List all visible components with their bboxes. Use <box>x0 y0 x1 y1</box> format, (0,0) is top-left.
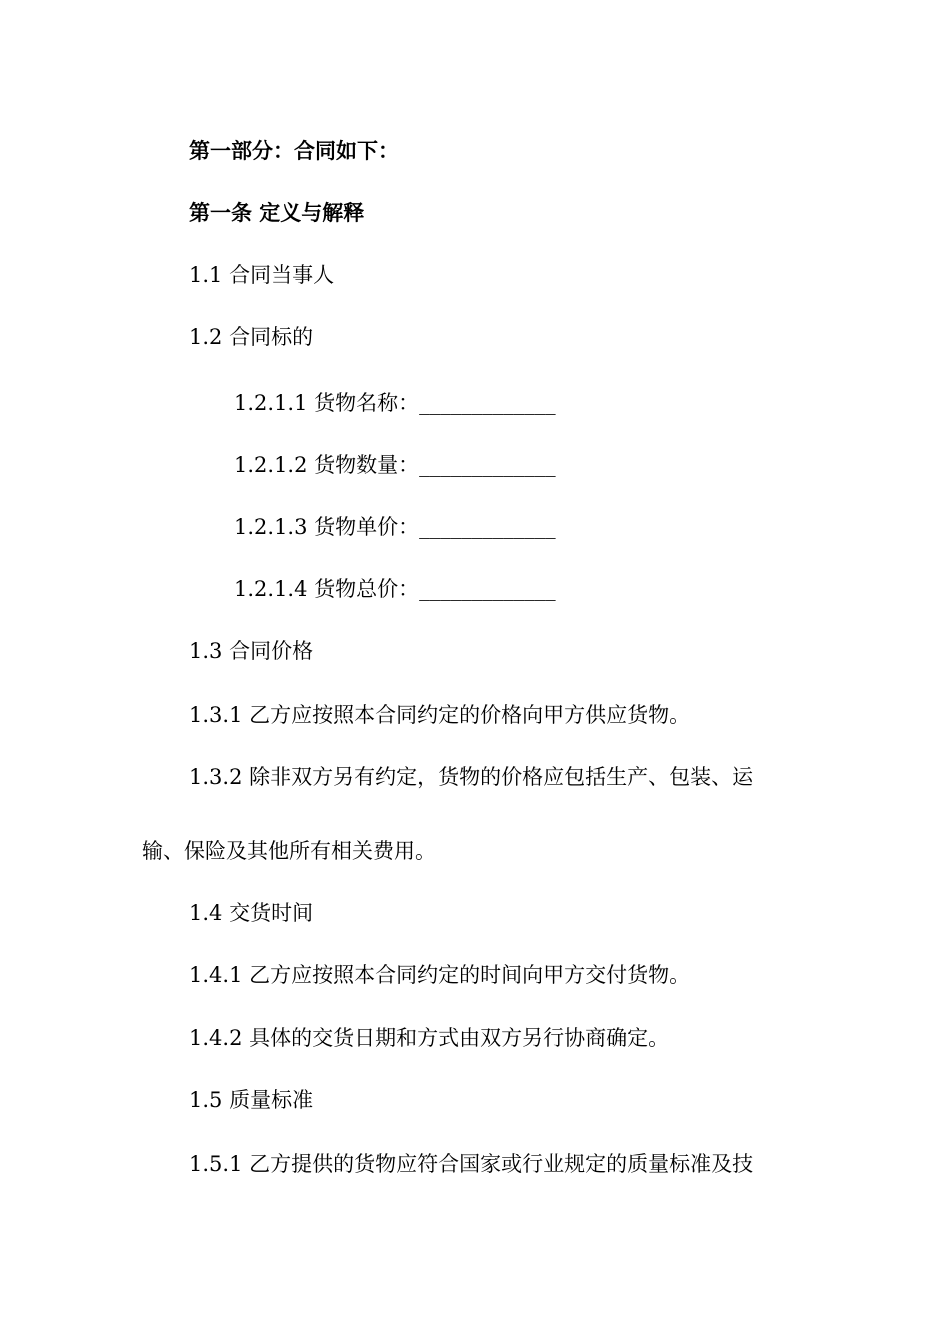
clause-1-2-1-1: 1.2.1.1 货物名称：_____________ <box>234 391 556 415</box>
clause-1-4-1: 1.4.1 乙方应按照本合同约定的时间向甲方交付货物。 <box>189 963 691 987</box>
clause-1-3-2: 1.3.2 除非双方另有约定，货物的价格应包括生产、包装、运 <box>189 765 754 789</box>
clause-1-2-1-2: 1.2.1.2 货物数量：_____________ <box>234 453 556 477</box>
clause-1-3-1: 1.3.1 乙方应按照本合同约定的价格向甲方供应货物。 <box>189 703 691 727</box>
clause-1-3-2-continued: 输、保险及其他所有相关费用。 <box>142 839 436 863</box>
clause-1-2-1-3: 1.2.1.3 货物单价：_____________ <box>234 515 556 539</box>
article-heading: 第一条 定义与解释 <box>189 200 365 225</box>
clause-1-3: 1.3 合同价格 <box>189 639 314 663</box>
clause-1-4: 1.4 交货时间 <box>189 901 314 925</box>
clause-1-5: 1.5 质量标准 <box>189 1088 314 1112</box>
clause-1-5-1: 1.5.1 乙方提供的货物应符合国家或行业规定的质量标准及技 <box>189 1152 754 1176</box>
part-heading: 第一部分：合同如下： <box>189 138 399 163</box>
clause-1-2-1-4: 1.2.1.4 货物总价：_____________ <box>234 577 556 601</box>
clause-1-2: 1.2 合同标的 <box>189 325 314 349</box>
clause-1-4-2: 1.4.2 具体的交货日期和方式由双方另行协商确定。 <box>189 1026 670 1050</box>
clause-1-1: 1.1 合同当事人 <box>189 263 335 287</box>
